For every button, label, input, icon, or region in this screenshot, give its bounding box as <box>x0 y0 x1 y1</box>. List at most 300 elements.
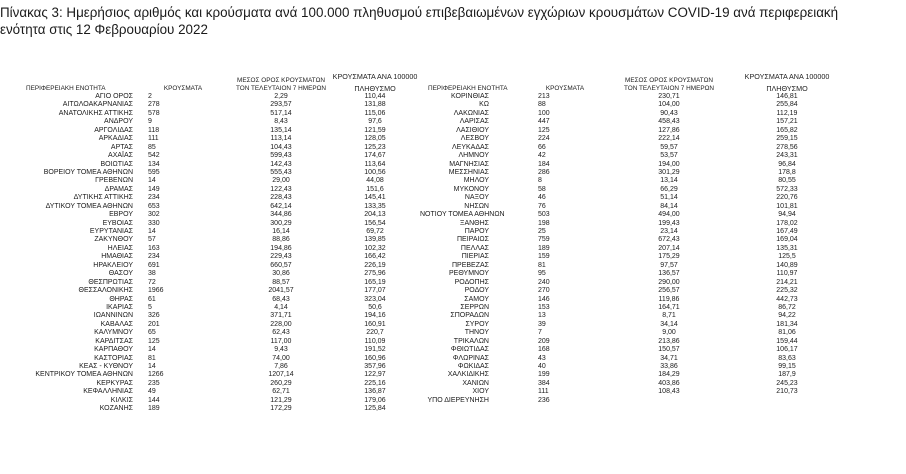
region-name-cell: ΤΗΝΟΥ <box>464 329 489 337</box>
avg-7day-cell: 59,57 <box>660 143 678 151</box>
rate-per-100k-cell: 187,9 <box>778 371 796 379</box>
avg-7day-cell: 293,57 <box>270 101 292 109</box>
table-row <box>420 355 860 363</box>
region-name-cell: ΦΘΙΩΤΙΔΑΣ <box>450 346 489 354</box>
region-name-cell: ΚΑΡΔΙΤΣΑΣ <box>95 337 133 345</box>
region-name-cell: ΒΟΙΩΤΙΑΣ <box>100 160 133 168</box>
rate-per-100k-cell: 110,09 <box>364 337 386 345</box>
avg-7day-cell: 2041,57 <box>268 287 294 295</box>
rate-per-100k-cell: 139,85 <box>364 236 386 244</box>
avg-7day-cell: 135,14 <box>270 126 292 134</box>
region-name-cell: ΛΑΡΙΣΑΣ <box>459 118 489 126</box>
table-row <box>420 363 860 371</box>
avg-7day-cell: 260,29 <box>270 379 292 387</box>
region-name-cell: ΛΕΣΒΟΥ <box>460 135 489 143</box>
table-row <box>0 144 440 152</box>
rate-per-100k-cell: 160,91 <box>364 320 386 328</box>
avg-7day-cell: 228,00 <box>270 320 292 328</box>
region-name-cell: ΚΕΝΤΡΙΚΟΥ ΤΟΜΕΑ ΑΘΗΝΩΝ <box>35 371 133 379</box>
region-name-cell: ΗΛΕΙΑΣ <box>107 244 133 252</box>
region-name-cell: ΣΕΡΡΩΝ <box>460 303 489 311</box>
cases-cell: 234 <box>148 253 160 261</box>
cases-cell: 88 <box>538 101 546 109</box>
cases-cell: 278 <box>148 101 160 109</box>
avg-7day-cell: 172,29 <box>270 405 292 413</box>
cases-cell: 13 <box>538 312 546 320</box>
table-row <box>0 287 440 295</box>
avg-7day-cell: 458,43 <box>658 118 680 126</box>
region-name-cell: ΞΑΝΘΗΣ <box>459 219 489 227</box>
table-row <box>0 380 440 388</box>
cases-cell: 384 <box>538 379 550 387</box>
table-row <box>420 253 860 261</box>
table-row <box>0 203 440 211</box>
rate-per-100k-cell: 178,02 <box>776 219 798 227</box>
cases-cell: 159 <box>538 253 550 261</box>
avg-7day-cell: 228,43 <box>270 194 292 202</box>
table-row <box>420 312 860 320</box>
rate-per-100k-cell: 94,22 <box>778 312 796 320</box>
rate-per-100k-cell: 179,06 <box>364 396 386 404</box>
cases-cell: 43 <box>538 354 546 362</box>
region-name-cell: ΜΑΓΝΗΣΙΑΣ <box>449 160 489 168</box>
table-row <box>420 203 860 211</box>
cases-cell: 236 <box>538 396 550 404</box>
avg-7day-cell: 90,43 <box>660 109 678 117</box>
avg-7day-cell: 122,43 <box>270 185 292 193</box>
table-row <box>420 144 860 152</box>
rate-per-100k-cell: 275,96 <box>364 270 386 278</box>
table-row <box>0 110 440 118</box>
table-row <box>0 329 440 337</box>
table-row <box>420 177 860 185</box>
table-row <box>420 236 860 244</box>
avg-7day-cell: 4,14 <box>274 303 288 311</box>
table-row <box>0 186 440 194</box>
cases-cell: 691 <box>148 261 160 269</box>
rate-per-100k-cell: 259,15 <box>776 135 798 143</box>
region-name-cell: ΘΕΣΣΑΛΟΝΙΚΗΣ <box>78 287 133 295</box>
table-row <box>420 338 860 346</box>
region-name-cell: ΙΚΑΡΙΑΣ <box>106 303 133 311</box>
header-rate-line2: ΠΛΗΘΥΣΜΟ <box>354 84 396 93</box>
table-row <box>0 228 440 236</box>
avg-7day-cell: 66,29 <box>660 185 678 193</box>
cases-cell: 213 <box>538 93 550 100</box>
region-name-cell: ΙΩΑΝΝΙΝΩΝ <box>93 312 133 320</box>
rate-per-100k-cell: 181,34 <box>776 320 798 328</box>
cases-cell: 270 <box>538 287 550 295</box>
table-row <box>0 312 440 320</box>
table-row <box>420 93 860 101</box>
table-row <box>0 397 440 405</box>
region-name-cell: ΚΕΦΑΛΛΗΝΙΑΣ <box>83 388 133 396</box>
region-name-cell: ΛΑΚΩΝΙΑΣ <box>453 109 489 117</box>
cases-cell: 66 <box>538 143 546 151</box>
rate-per-100k-cell: 106,17 <box>776 346 798 354</box>
right-table-header <box>420 71 860 93</box>
rate-per-100k-cell: 97,6 <box>368 118 382 126</box>
rate-per-100k-cell: 94,94 <box>778 211 796 219</box>
avg-7day-cell: 256,57 <box>658 287 680 295</box>
table-row <box>420 186 860 194</box>
region-name-cell: ΑΡΚΑΔΙΑΣ <box>98 135 133 143</box>
table-row <box>0 338 440 346</box>
cases-cell: 1266 <box>148 371 164 379</box>
cases-cell: 14 <box>148 228 156 235</box>
region-name-cell: ΚΕΑΣ - ΚΥΘΝΟΥ <box>79 363 133 370</box>
left-table-header <box>0 71 440 93</box>
table-row <box>420 380 860 388</box>
region-name-cell: ΔΥΤΙΚΗΣ ΑΤΤΙΚΗΣ <box>73 194 133 202</box>
table-row <box>420 211 860 219</box>
region-name-cell: ΜΗΛΟΥ <box>463 177 489 185</box>
avg-7day-cell: 29,00 <box>272 177 290 185</box>
table-row <box>0 118 440 126</box>
region-name-cell: ΕΒΡΟΥ <box>109 211 133 219</box>
header-rate-line2: ΠΛΗΘΥΣΜΟ <box>766 84 808 93</box>
rate-per-100k-cell: 323,04 <box>364 295 386 303</box>
rate-per-100k-cell: 157,21 <box>776 118 798 126</box>
region-name-cell: ΛΕΥΚΑΔΑΣ <box>451 143 489 151</box>
rate-per-100k-cell: 214,21 <box>776 278 798 286</box>
table-row <box>0 346 440 354</box>
rate-per-100k-cell: 226,19 <box>364 261 386 269</box>
region-name-cell: ΕΥΒΟΙΑΣ <box>102 219 133 227</box>
cases-cell: 595 <box>148 168 160 176</box>
region-name-cell: ΑΧΑΪΑΣ <box>108 152 133 160</box>
table-row <box>0 152 440 160</box>
table-row <box>420 220 860 228</box>
header-cases: ΚΡΟΥΣΜΑΤΑ <box>545 85 585 92</box>
avg-7day-cell: 97,57 <box>660 261 678 269</box>
cases-cell: 81 <box>148 354 156 362</box>
rate-per-100k-cell: 131,88 <box>364 101 386 109</box>
avg-7day-cell: 230,71 <box>658 93 680 100</box>
cases-cell: 57 <box>148 236 156 244</box>
rate-per-100k-cell: 169,04 <box>776 236 798 244</box>
cases-cell: 95 <box>538 270 546 278</box>
cases-cell: 72 <box>148 278 156 286</box>
right-table-rows <box>420 93 860 405</box>
table-row <box>420 101 860 109</box>
table-row <box>0 194 440 202</box>
table-row <box>0 161 440 169</box>
region-name-cell: ΝΗΣΩΝ <box>464 202 489 210</box>
region-name-cell: ΑΓΙΟ ΟΡΟΣ <box>95 93 133 100</box>
cases-cell: 201 <box>148 320 160 328</box>
rate-per-100k-cell: 166,42 <box>364 253 386 261</box>
cases-cell: 76 <box>538 202 546 210</box>
cases-cell: 125 <box>148 337 160 345</box>
region-name-cell: ΚΑΛΥΜΝΟΥ <box>94 329 133 337</box>
avg-7day-cell: 119,86 <box>658 295 680 303</box>
rate-per-100k-cell: 140,89 <box>776 261 798 269</box>
cases-cell: 9 <box>148 118 152 126</box>
table-row <box>420 228 860 236</box>
avg-7day-cell: 599,43 <box>270 152 292 160</box>
table-row <box>420 152 860 160</box>
region-name-cell: ΚΩ <box>479 101 489 109</box>
rate-per-100k-cell: 572,33 <box>776 185 798 193</box>
rate-per-100k-cell: 243,31 <box>776 152 798 160</box>
rate-per-100k-cell: 177,07 <box>364 287 386 295</box>
header-avg-line2: ΤΟΝ ΤΕΛΕΥΤΑΙΟΝ 7 ΗΜΕΡΩΝ <box>623 85 714 92</box>
cases-cell: 134 <box>148 160 160 168</box>
avg-7day-cell: 62,71 <box>272 388 290 396</box>
cases-cell: 209 <box>538 337 550 345</box>
table-row <box>420 287 860 295</box>
table-row <box>420 194 860 202</box>
avg-7day-cell: 53,57 <box>660 152 678 160</box>
cases-cell: 653 <box>148 202 160 210</box>
cases-cell: 578 <box>148 109 160 117</box>
table-row <box>0 253 440 261</box>
region-name-cell: ΣΠΟΡΑΔΩΝ <box>450 312 489 320</box>
cases-cell: 46 <box>538 194 546 202</box>
cases-cell: 7 <box>538 329 542 337</box>
cases-cell: 224 <box>538 135 550 143</box>
table-row <box>420 127 860 135</box>
table-row <box>0 169 440 177</box>
rate-per-100k-cell: 110,44 <box>364 93 386 100</box>
cases-cell: 542 <box>148 152 160 160</box>
cases-cell: 234 <box>148 194 160 202</box>
avg-7day-cell: 222,14 <box>658 135 680 143</box>
cases-cell: 153 <box>538 303 550 311</box>
cases-cell: 149 <box>148 185 160 193</box>
avg-7day-cell: 117,00 <box>270 337 292 345</box>
avg-7day-cell: 175,29 <box>658 253 680 261</box>
cases-cell: 2 <box>148 93 152 100</box>
avg-7day-cell: 136,57 <box>658 270 680 278</box>
cases-cell: 14 <box>148 363 156 370</box>
header-rate-line1: ΚΡΟΥΣΜΑΤΑ ΑΝΑ 100000 <box>744 72 830 81</box>
rate-per-100k-cell: 121,59 <box>364 126 386 134</box>
region-name-cell: ΔΡΑΜΑΣ <box>104 185 133 193</box>
avg-7day-cell: 62,43 <box>272 329 290 337</box>
table-row <box>0 304 440 312</box>
avg-7day-cell: 142,43 <box>270 160 292 168</box>
rate-per-100k-cell: 115,06 <box>364 109 386 117</box>
table-row <box>420 371 860 379</box>
cases-cell: 111 <box>148 135 159 143</box>
cases-cell: 118 <box>148 126 160 134</box>
rate-per-100k-cell: 156,54 <box>364 219 386 227</box>
header-avg-line1: ΜΕΣΟΣ ΟΡΟΣ ΚΡΟΥΣΜΑΤΩΝ <box>237 77 325 84</box>
rate-per-100k-cell: 100,56 <box>364 168 386 176</box>
region-name-cell: ΝΑΞΟΥ <box>464 194 489 202</box>
cases-cell: 39 <box>538 320 546 328</box>
table-row <box>420 262 860 270</box>
region-name-cell: ΚΑΒΑΛΑΣ <box>100 320 133 328</box>
rate-per-100k-cell: 81,06 <box>778 329 796 337</box>
rate-per-100k-cell: 50,6 <box>368 303 382 311</box>
rate-per-100k-cell: 122,97 <box>364 371 386 379</box>
cases-cell: 199 <box>538 371 550 379</box>
avg-7day-cell: 9,00 <box>662 329 676 337</box>
rate-per-100k-cell: 151,6 <box>366 185 384 193</box>
cases-cell: 447 <box>538 118 550 126</box>
table-row <box>420 169 860 177</box>
rate-per-100k-cell: 204,13 <box>364 211 386 219</box>
table-row <box>420 279 860 287</box>
table-row <box>0 363 440 371</box>
cases-cell: 65 <box>148 329 156 337</box>
table-row <box>420 388 860 396</box>
rate-per-100k-cell: 167,49 <box>776 228 798 235</box>
avg-7day-cell: 104,00 <box>658 101 680 109</box>
cases-cell: 302 <box>148 211 160 219</box>
region-name-cell: ΚΑΣΤΟΡΙΑΣ <box>94 354 133 362</box>
avg-7day-cell: 194,00 <box>658 160 680 168</box>
rate-per-100k-cell: 225,16 <box>364 379 386 387</box>
avg-7day-cell: 344,86 <box>270 211 292 219</box>
rate-per-100k-cell: 113,64 <box>364 160 386 168</box>
avg-7day-cell: 494,00 <box>658 211 680 219</box>
rate-per-100k-cell: 128,05 <box>364 135 386 143</box>
table-row <box>420 397 860 405</box>
rate-per-100k-cell: 178,8 <box>778 168 796 176</box>
table-row <box>0 236 440 244</box>
region-name-cell: ΚΑΡΠΑΘΟΥ <box>94 346 133 354</box>
left-table-rows <box>0 93 440 414</box>
rate-per-100k-cell: 80,55 <box>778 177 796 185</box>
table-row <box>420 245 860 253</box>
table-row <box>420 110 860 118</box>
cases-cell: 14 <box>148 346 156 354</box>
rate-per-100k-cell: 96,84 <box>778 160 796 168</box>
table-row <box>0 220 440 228</box>
region-name-cell: ΡΟΔΟΠΗΣ <box>454 278 489 286</box>
table-row <box>420 346 860 354</box>
avg-7day-cell: 301,29 <box>658 168 680 176</box>
rate-per-100k-cell: 210,73 <box>776 388 798 396</box>
region-name-cell: ΗΜΑΘΙΑΣ <box>101 253 133 261</box>
rate-per-100k-cell: 220,7 <box>366 329 384 337</box>
rate-per-100k-cell: 110,97 <box>776 270 798 278</box>
avg-7day-cell: 113,14 <box>270 135 292 143</box>
table-row <box>0 371 440 379</box>
region-name-cell: ΗΡΑΚΛΕΙΟΥ <box>93 261 133 269</box>
region-name-cell: ΠΡΕΒΕΖΑΣ <box>451 261 489 269</box>
rate-per-100k-cell: 69,72 <box>366 228 384 235</box>
table-row <box>0 135 440 143</box>
rate-per-100k-cell: 125,5 <box>778 253 796 261</box>
avg-7day-cell: 290,00 <box>658 278 680 286</box>
cases-cell: 40 <box>538 363 546 370</box>
header-cases: ΚΡΟΥΣΜΑΤΑ <box>163 85 203 92</box>
rate-per-100k-cell: 83,63 <box>778 354 796 362</box>
cases-cell: 286 <box>538 168 550 176</box>
region-name-cell: ΒΟΡΕΙΟΥ ΤΟΜΕΑ ΑΘΗΝΩΝ <box>43 168 133 176</box>
region-name-cell: ΑΡΓΟΛΙΔΑΣ <box>94 126 133 134</box>
region-name-cell: ΑΝΑΤΟΛΙΚΗΣ ΑΤΤΙΚΗΣ <box>58 109 133 117</box>
rate-per-100k-cell: 278,56 <box>776 143 798 151</box>
table-row <box>420 304 860 312</box>
avg-7day-cell: 68,43 <box>272 295 290 303</box>
rate-per-100k-cell: 159,44 <box>776 337 798 345</box>
table-row <box>0 355 440 363</box>
avg-7day-cell: 184,29 <box>658 371 680 379</box>
rate-per-100k-cell: 225,32 <box>776 287 798 295</box>
rate-per-100k-cell: 174,67 <box>364 152 386 160</box>
header-rate-line1: ΚΡΟΥΣΜΑΤΑ ΑΝΑ 100000 <box>332 72 418 81</box>
title-line-2: ενότητα στις 12 Φεβρουαρίου 2022 <box>0 22 208 37</box>
cases-cell: 85 <box>148 143 156 151</box>
region-name-cell: ΜΕΣΣΗΝΙΑΣ <box>448 168 489 176</box>
table-row <box>420 270 860 278</box>
avg-7day-cell: 199,43 <box>658 219 680 227</box>
left-table <box>0 71 440 414</box>
region-name-cell: ΡΕΘΥΜΝΟΥ <box>448 270 489 278</box>
avg-7day-cell: 104,43 <box>270 143 292 151</box>
region-name-cell: ΓΡΕΒΕΝΩΝ <box>95 177 133 185</box>
cases-cell: 38 <box>148 270 156 278</box>
cases-cell: 144 <box>148 396 160 404</box>
avg-7day-cell: 9,43 <box>274 346 288 354</box>
region-name-cell: ΚΟΖΑΝΗΣ <box>99 405 133 413</box>
region-name-cell: ΚΙΛΚΙΣ <box>110 396 133 404</box>
avg-7day-cell: 74,00 <box>272 354 290 362</box>
cases-cell: 189 <box>148 405 160 413</box>
rate-per-100k-cell: 442,73 <box>776 295 798 303</box>
cases-cell: 235 <box>148 379 160 387</box>
rate-per-100k-cell: 99,15 <box>778 363 796 370</box>
cases-cell: 111 <box>538 388 549 396</box>
region-name-cell: ΕΥΡΥΤΑΝΙΑΣ <box>89 228 133 235</box>
region-name-cell: ΔΥΤΙΚΟΥ ΤΟΜΕΑ ΑΘΗΝΩΝ <box>45 202 133 210</box>
avg-7day-cell: 660,57 <box>270 261 292 269</box>
rate-per-100k-cell: 255,84 <box>776 101 798 109</box>
table-row <box>0 177 440 185</box>
region-name-cell: ΚΕΡΚΥΡΑΣ <box>96 379 133 387</box>
avg-7day-cell: 34,71 <box>660 354 678 362</box>
cases-cell: 42 <box>538 152 546 160</box>
region-name-cell: ΘΗΡΑΣ <box>109 295 133 303</box>
region-name-cell: ΘΑΣΟΥ <box>108 270 133 278</box>
cases-cell: 759 <box>538 236 550 244</box>
rate-per-100k-cell: 102,32 <box>364 244 386 252</box>
cases-cell: 125 <box>538 126 550 134</box>
avg-7day-cell: 88,86 <box>272 236 290 244</box>
avg-7day-cell: 300,29 <box>270 219 292 227</box>
region-name-cell: ΠΙΕΡΙΑΣ <box>461 253 489 261</box>
cases-cell: 58 <box>538 185 546 193</box>
table-row <box>0 211 440 219</box>
rate-per-100k-cell: 194,16 <box>364 312 386 320</box>
rate-per-100k-cell: 357,96 <box>364 363 386 370</box>
avg-7day-cell: 30,86 <box>272 270 290 278</box>
rate-per-100k-cell: 146,81 <box>776 93 798 100</box>
avg-7day-cell: 194,86 <box>270 244 292 252</box>
region-name-cell: ΛΑΣΙΘΙΟΥ <box>456 126 489 134</box>
avg-7day-cell: 517,14 <box>270 109 292 117</box>
region-name-cell: ΠΕΛΛΑΣ <box>460 244 489 252</box>
header-region: ΠΕΡΙΦΕΡΕΙΑΚΗ ΕΝΟΤΗΤΑ <box>26 85 106 92</box>
avg-7day-cell: 127,86 <box>658 126 680 134</box>
avg-7day-cell: 121,29 <box>270 396 292 404</box>
avg-7day-cell: 150,57 <box>658 346 680 354</box>
cases-cell: 81 <box>538 261 546 269</box>
rate-per-100k-cell: 165,19 <box>364 278 386 286</box>
rate-per-100k-cell: 136,87 <box>364 388 386 396</box>
rate-per-100k-cell: 44,08 <box>366 177 384 185</box>
rate-per-100k-cell: 112,19 <box>776 109 798 117</box>
cases-cell: 326 <box>148 312 160 320</box>
cases-cell: 198 <box>538 219 550 227</box>
table-row <box>420 296 860 304</box>
